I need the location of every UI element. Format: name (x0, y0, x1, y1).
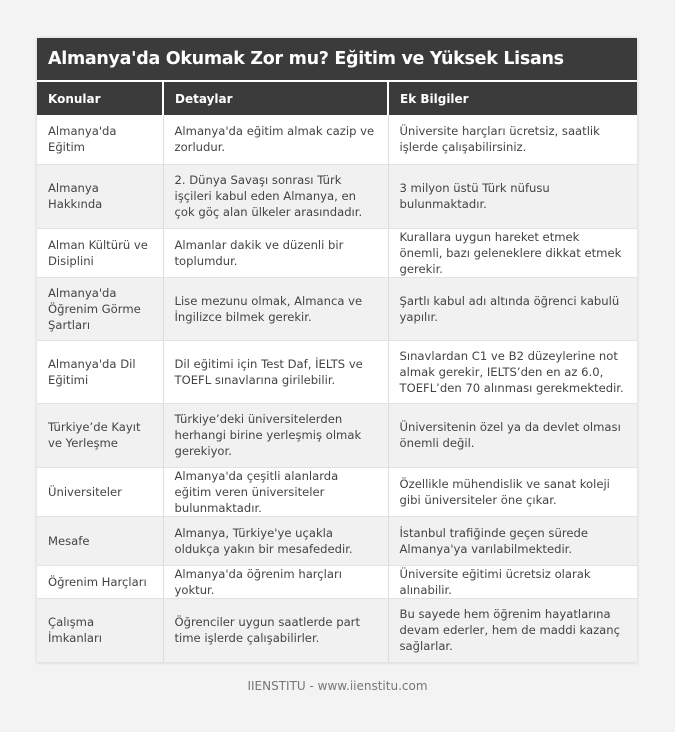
cell-extra: Üniversite harçları ücretsiz, saatlik işlerde çalışabilirsiniz. (388, 115, 637, 164)
cell-detail: Almanya'da çeşitli alanlarda eğitim veren üniversiteler bulunmaktadır. (163, 467, 388, 516)
table-row (37, 340, 637, 403)
table-row (37, 115, 637, 164)
header-konular: Konular (37, 82, 163, 115)
cell-topic: Almanya Hakkında (37, 164, 163, 228)
cell-detail: Öğrenciler uygun saatlerde part time işlerde çalışabilirler. (163, 598, 388, 662)
info-table-card (37, 38, 637, 663)
info-table (37, 82, 637, 663)
cell-detail: 2. Dünya Savaşı sonrası Türk işçileri kabul eden Almanya, en çok göç alan ülkeler arasındadır. (163, 164, 388, 228)
cell-extra: Üniversitenin özel ya da devlet olması önemli değil. (388, 403, 637, 467)
cell-detail: Dil eğitimi için Test Daf, İELTS ve TOEFL sınavlarına girilebilir. (163, 340, 388, 403)
header-detaylar: Detaylar (163, 82, 388, 115)
table-row (37, 598, 637, 662)
table-row (37, 403, 637, 467)
table-row (37, 467, 637, 516)
cell-detail: Lise mezunu olmak, Almanca ve İngilizce bilmek gerekir. (163, 277, 388, 340)
cell-detail: Almanya'da öğrenim harçları yoktur. (163, 565, 388, 598)
cell-topic: Öğrenim Harçları (37, 565, 163, 598)
cell-extra: Bu sayede hem öğrenim hayatlarına devam ederler, hem de maddi kazanç sağlarlar. (388, 598, 637, 662)
footer-credit: IIENSTITU - www.iienstitu.com (247, 679, 428, 693)
cell-extra: Şartlı kabul adı altında öğrenci kabulü yapılır. (388, 277, 637, 340)
table-row (37, 277, 637, 340)
cell-detail: Almanya, Türkiye'ye uçakla oldukça yakın bir mesafededir. (163, 516, 388, 565)
cell-extra: Üniversite eğitimi ücretsiz olarak alınabilir. (388, 565, 637, 598)
cell-detail: Almanlar dakik ve düzenli bir toplumdur. (163, 228, 388, 277)
cell-topic: Alman Kültürü ve Disiplini (37, 228, 163, 277)
table-title: Almanya'da Okumak Zor mu? Eğitim ve Yüksek Lisans (37, 38, 637, 82)
cell-detail: Almanya'da eğitim almak cazip ve zorludur. (163, 115, 388, 164)
table-row (37, 228, 637, 277)
cell-extra: Kurallara uygun hareket etmek önemli, bazı geleneklere dikkat etmek gerekir. (388, 228, 637, 277)
table-row (37, 565, 637, 598)
cell-topic: Üniversiteler (37, 467, 163, 516)
cell-topic: Almanya'da Dil Eğitimi (37, 340, 163, 403)
cell-extra: 3 milyon üstü Türk nüfusu bulunmaktadır. (388, 164, 637, 228)
cell-extra: Sınavlardan C1 ve B2 düzeylerine not almak gerekir, IELTS’den en az 6.0, TOEFL’den 70 alınması gerekmektedir. (388, 340, 637, 403)
cell-extra: İstanbul trafiğinde geçen sürede Almanya'ya varılabilmektedir. (388, 516, 637, 565)
cell-topic: Mesafe (37, 516, 163, 565)
cell-extra: Özellikle mühendislik ve sanat koleji gibi üniversiteler öne çıkar. (388, 467, 637, 516)
cell-topic: Almanya'da Eğitim (37, 115, 163, 164)
cell-topic: Almanya'da Öğrenim Görme Şartları (37, 277, 163, 340)
table-row (37, 164, 637, 228)
header-ek-bilgiler: Ek Bilgiler (388, 82, 637, 115)
cell-detail: Türkiye’deki üniversitelerden herhangi birine yerleşmiş olmak gerekiyor. (163, 403, 388, 467)
cell-topic: Türkiye’de Kayıt ve Yerleşme (37, 403, 163, 467)
cell-topic: Çalışma İmkanları (37, 598, 163, 662)
table-row (37, 516, 637, 565)
